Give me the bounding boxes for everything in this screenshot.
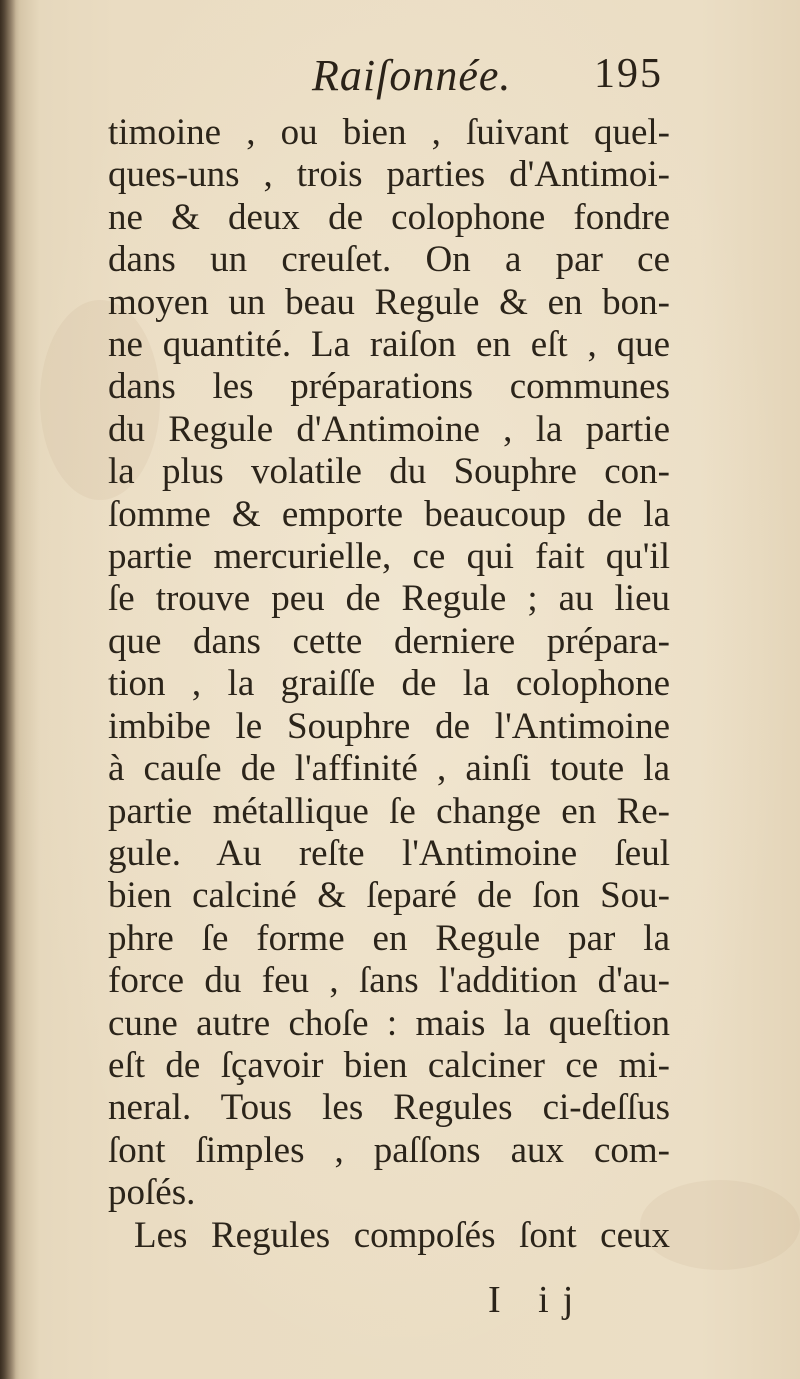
spine-shadow xyxy=(0,0,16,1379)
text-line: bien calciné & ſeparé de ſon Sou- xyxy=(108,875,670,917)
text-line: force du feu , ſans l'addition d'au- xyxy=(108,960,670,1002)
text-line: timoine , ou bien , ſuivant quel- xyxy=(108,112,670,153)
text-line: ne quantité. La raiſon en eſt , que xyxy=(108,324,670,366)
running-title: Raiſonnée. xyxy=(312,51,512,100)
text-line: que dans cette derniere prépara- xyxy=(108,620,670,662)
text-line: imbibe le Souphre de l'Antimoine xyxy=(108,705,670,747)
text-line: du Regule d'Antimoine , la partie xyxy=(108,408,670,450)
text-line: moyen un beau Regule & en bon- xyxy=(108,281,670,323)
text-line: cune autre choſe : mais la queſtion xyxy=(108,1002,670,1044)
text-line: eſt de ſçavoir bien calciner ce mi- xyxy=(108,1044,670,1086)
text-line: ne & deux de colophone fondre xyxy=(108,196,670,238)
text-line: à cauſe de l'affinité , ainſi toute la xyxy=(108,748,670,790)
text-line: phre ſe forme en Regule par la xyxy=(108,917,670,959)
text-line: ſe trouve peu de Regule ; au lieu xyxy=(108,578,670,620)
page-header xyxy=(0,42,800,102)
page-number: 195 xyxy=(594,51,663,97)
text-line: poſés. xyxy=(108,1172,196,1214)
text-line: dans un creuſet. On a par ce xyxy=(108,239,670,281)
text-line: partie métallique ſe change en Re- xyxy=(108,790,670,832)
text-line: la plus volatile du Souphre con- xyxy=(108,451,670,493)
text-line: neral. Tous les Regules ci-deſſus xyxy=(108,1087,670,1129)
text-line: ſomme & emporte beaucoup de la xyxy=(108,493,670,535)
body-text xyxy=(108,112,678,1257)
text-line: partie mercurielle, ce qui fait qu'il xyxy=(108,536,670,578)
text-line: dans les préparations communes xyxy=(108,366,670,408)
signature-mark: I ij xyxy=(488,1279,588,1321)
text-line: tion , la graiſſe de la colophone xyxy=(108,663,670,705)
text-line: ques-uns , trois parties d'Antimoi- xyxy=(108,154,670,196)
text-line: gule. Au reſte l'Antimoine ſeul xyxy=(108,832,670,874)
paragraph-start-line: Les Regules compoſés ſont ceux xyxy=(134,1214,670,1256)
text-line: ſont ſimples , paſſons aux com- xyxy=(108,1129,670,1171)
